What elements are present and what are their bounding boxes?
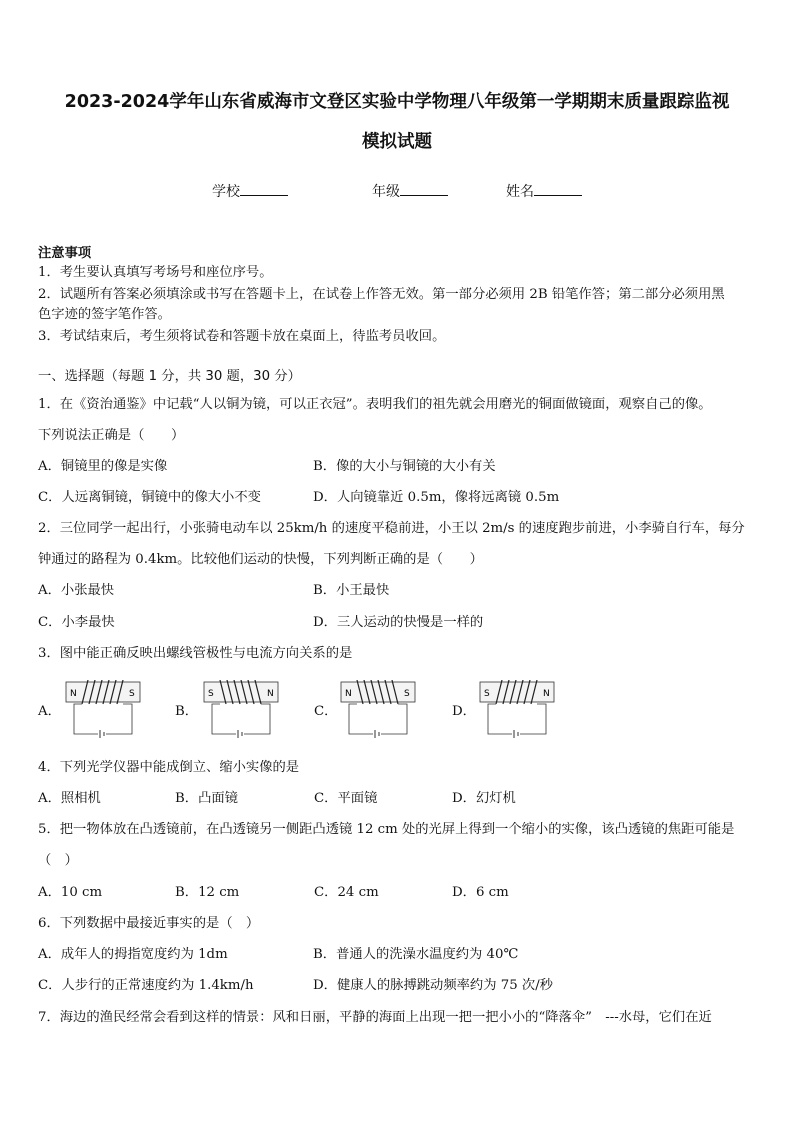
q5-option-a[interactable]: A．10 cm: [38, 885, 103, 900]
name-label: 姓名: [506, 184, 534, 200]
pole-label: N: [543, 689, 550, 699]
question-1-stem: 1．在《资治通鉴》中记载“人以铜为镜，可以正衣冠”。表明我们的祖先就会用磨光的铜面做镜面，观察自己的像。: [38, 397, 712, 412]
school-blank[interactable]: [240, 183, 288, 196]
notes-item: 1．考生要认真填写考场号和座位序号。: [38, 265, 273, 280]
question-2-stem: 2．三位同学一起出行，小张骑电动车以 25km/h 的速度平稳前进，小王以 2m/s 的速度跑步前进，小李骑自行车，每分: [38, 521, 745, 536]
q2-option-d[interactable]: D．三人运动的快慢是一样的: [313, 615, 484, 630]
q1-option-b[interactable]: B．像的大小与铜镜的大小有关: [313, 459, 496, 474]
question-2-stem-cont: 钟通过的路程为 0.4km。比较他们运动的快慢，下列判断正确的是（ ）: [38, 552, 483, 567]
solenoid-diagram-c: [339, 680, 419, 740]
solenoid-diagram-d: [478, 680, 558, 740]
notes-heading: 注意事项: [38, 246, 92, 261]
q3-option-c[interactable]: C．: [314, 704, 338, 719]
question-7-stem: 7．海边的渔民经常会看到这样的情景：风和日丽，平静的海面上出现一把一把小小的“降落伞” ---水母，它们在近: [38, 1010, 712, 1025]
q5-option-b[interactable]: B．12 cm: [175, 885, 240, 900]
notes-item: 2．试题所有答案必须填涂或书写在答题卡上，在试卷上作答无效。第一部分必须用 2B 铅笔作答；第二部分必须用黑: [38, 287, 725, 302]
question-6-stem: 6．下列数据中最接近事实的是（ ）: [38, 916, 260, 931]
q4-option-b[interactable]: B．凸面镜: [175, 791, 238, 806]
q1-option-d[interactable]: D．人向镜靠近 0.5m，像将远离镜 0.5m: [313, 490, 560, 505]
q4-option-d[interactable]: D．幻灯机: [452, 791, 516, 806]
q6-option-c[interactable]: C．人步行的正常速度约为 1.4km/h: [38, 978, 254, 993]
name-blank[interactable]: [534, 183, 582, 196]
q2-option-b[interactable]: B．小王最快: [313, 583, 390, 598]
school-label: 学校: [212, 184, 240, 200]
pole-label: N: [267, 689, 274, 699]
q5-option-d[interactable]: D．6 cm: [452, 885, 509, 900]
notes-item: 3．考试结束后，考生须将试卷和答题卡放在桌面上，待监考员收回。: [38, 329, 446, 344]
question-5-stem-cont: （ ）: [38, 853, 78, 868]
q4-option-c[interactable]: C．平面镜: [314, 791, 378, 806]
q5-option-c[interactable]: C．24 cm: [314, 885, 379, 900]
q3-option-d[interactable]: D．: [452, 704, 476, 719]
question-1-stem-cont: 下列说法正确是（ ）: [38, 428, 185, 443]
solenoid-diagram-b: [202, 680, 282, 740]
question-5-stem: 5．把一物体放在凸透镜前，在凸透镜另一侧距凸透镜 12 cm 处的光屏上得到一个缩小的实像，该凸透镜的焦距可能是: [38, 822, 735, 837]
q6-option-d[interactable]: D．健康人的脉搏跳动频率约为 75 次/秒: [313, 978, 553, 993]
q3-option-a[interactable]: A．: [38, 704, 61, 719]
q2-option-a[interactable]: A．小张最快: [38, 583, 115, 598]
q6-option-a[interactable]: A．成年人的拇指宽度约为 1dm: [38, 947, 228, 962]
pole-label: N: [70, 689, 77, 699]
school-field[interactable]: [212, 181, 288, 201]
grade-field[interactable]: [372, 181, 448, 201]
solenoid-diagram-a: [64, 680, 144, 740]
q2-option-c[interactable]: C．小李最快: [38, 615, 115, 630]
section-heading: 一、选择题（每题 1 分，共 30 题，30 分）: [38, 369, 301, 384]
page-subtitle: 模拟试题: [362, 132, 432, 152]
q6-option-b[interactable]: B．普通人的洗澡水温度约为 40℃: [313, 947, 519, 962]
question-4-stem: 4．下列光学仪器中能成倒立、缩小实像的是: [38, 760, 300, 775]
q3-option-b[interactable]: B．: [175, 704, 199, 719]
name-field[interactable]: [506, 181, 582, 201]
grade-label: 年级: [372, 184, 400, 200]
q1-option-a[interactable]: A．铜镜里的像是实像: [38, 459, 168, 474]
pole-label: N: [345, 689, 352, 699]
page-title: 2023-2024学年山东省威海市文登区实验中学物理八年级第一学期期末质量跟踪监视: [64, 92, 730, 112]
q4-option-a[interactable]: A．照相机: [38, 791, 101, 806]
pole-label: S: [208, 689, 214, 699]
grade-blank[interactable]: [400, 183, 448, 196]
q1-option-c[interactable]: C．人远离铜镜，铜镜中的像大小不变: [38, 490, 261, 505]
notes-item: 色字迹的签字笔作答。: [38, 307, 171, 322]
pole-label: S: [129, 689, 135, 699]
question-3-stem: 3．图中能正确反映出螺线管极性与电流方向关系的是: [38, 646, 353, 661]
pole-label: S: [404, 689, 410, 699]
pole-label: S: [484, 689, 490, 699]
